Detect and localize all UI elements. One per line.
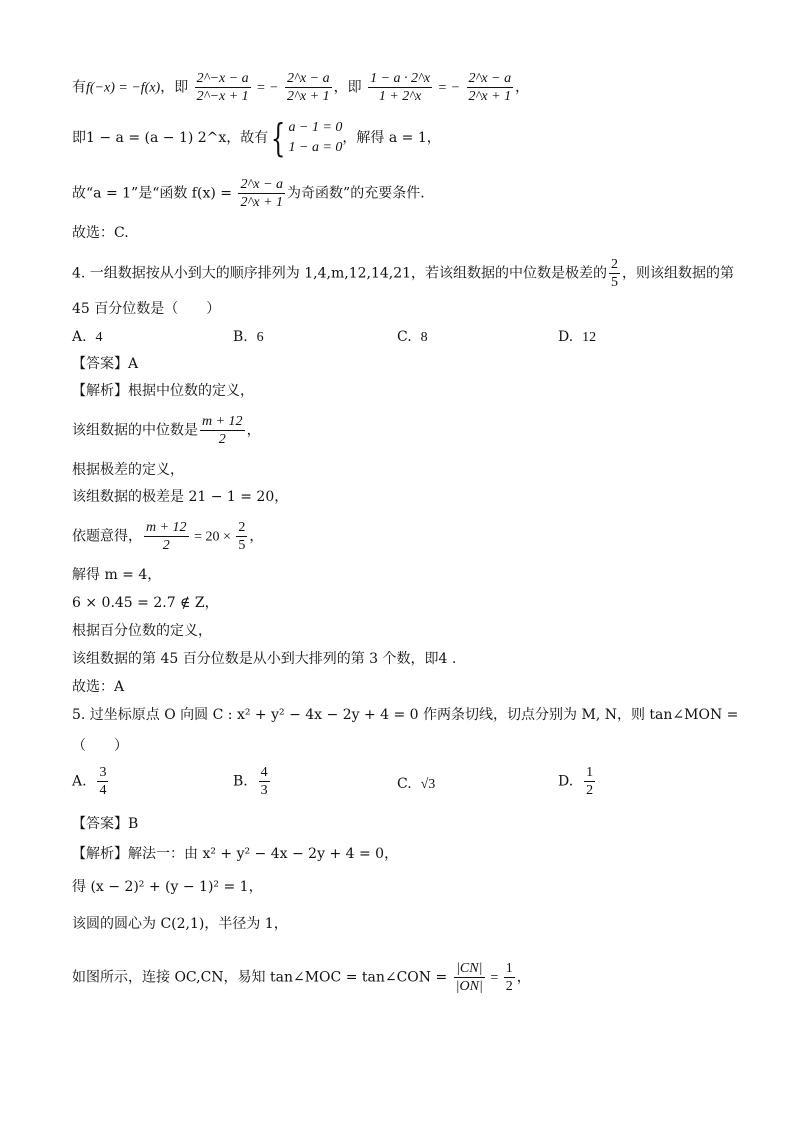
denominator: 2 (505, 979, 513, 994)
math: = − (252, 80, 279, 96)
denominator: |ON| (455, 979, 483, 994)
text: ，即 (333, 79, 362, 96)
option-value: 6 (256, 330, 264, 345)
math: f(−x) = −f(x) (86, 80, 161, 96)
fraction (97, 764, 108, 799)
numerator: 4 (260, 765, 268, 780)
analysis-line: 根据百分位数的定义， (72, 623, 212, 639)
text: 4. 一组数据按从小到大的顺序排列为 1,4,m,12,14,21，若该组数据的中位数是极差的 (72, 265, 608, 282)
option-d[interactable] (558, 764, 597, 799)
denominator: 2^x + 1 (240, 195, 284, 210)
option-d[interactable] (558, 327, 596, 348)
text: ， (515, 79, 530, 96)
text: ，则该组数据的第 (622, 265, 735, 282)
math: = 20 × (190, 529, 235, 545)
answer: 【答案】B (72, 816, 139, 832)
analysis-line (72, 960, 531, 995)
numerator: 2^x − a (468, 71, 512, 86)
fraction (609, 256, 620, 291)
text: 依题意得， (72, 528, 142, 545)
numerator: 1 − a · 2^x (370, 71, 431, 86)
analysis-line: 【解析】根据中位数的定义， (72, 383, 254, 399)
numerator: 2 (611, 257, 619, 272)
question-4-stem (72, 256, 734, 291)
denominator: 2^−x + 1 (196, 89, 249, 104)
option-value: 12 (582, 330, 597, 345)
text: 有 (72, 79, 86, 96)
fraction (454, 960, 485, 995)
denominator: 2^x + 1 (287, 89, 330, 104)
choice-line: 故选：C. (72, 225, 129, 241)
choice-line: 故选：A (72, 679, 125, 695)
numerator: m + 12 (146, 520, 187, 535)
fraction (584, 764, 595, 799)
analysis-line: 该组数据的第 45 百分位数是从小到大排列的第 3 个数，即4 . (72, 651, 457, 667)
analysis-line (72, 519, 263, 554)
numerator: 2^−x − a (196, 71, 249, 86)
question-4-stem-cont: 45 百分位数是（ ） (72, 301, 221, 317)
numerator: m + 12 (202, 414, 243, 429)
denominator: 2 (586, 783, 594, 798)
denominator: 5 (238, 538, 246, 553)
text: 为奇函数”的充要条件. (287, 185, 425, 202)
fraction (259, 764, 270, 799)
analysis-line (72, 413, 261, 448)
question-5-stem-cont: （ ） (72, 738, 128, 754)
numerator: |CN| (454, 960, 485, 978)
analysis-line: 根据极差的定义， (72, 462, 184, 478)
left-brace-icon: { (271, 116, 286, 160)
math: = − (434, 80, 461, 96)
option-value: √3 (420, 777, 436, 792)
fraction (236, 519, 247, 554)
option-b[interactable] (233, 327, 264, 348)
text: 故“a = 1”是“函数 f(x) = (72, 185, 237, 202)
option-a[interactable] (72, 764, 110, 799)
fraction (144, 519, 189, 554)
denominator: 2 (218, 432, 226, 447)
fraction (504, 960, 515, 995)
math: = (486, 970, 502, 986)
option-label: B. (233, 773, 248, 790)
text: ， (516, 969, 531, 986)
answer: 【答案】A (72, 356, 139, 372)
solution-line-1 (72, 70, 529, 105)
text: 该组数据的中位数是 (72, 422, 198, 439)
option-value: 8 (420, 330, 428, 345)
denominator: 1 + 2^x (378, 89, 422, 104)
denominator: 4 (99, 783, 107, 798)
analysis-line: 【解析】解法一：由 x² + y² − 4x − 2y + 4 = 0， (72, 846, 399, 862)
option-c[interactable] (397, 774, 435, 795)
option-value: 4 (95, 330, 103, 345)
numerator: 2^x − a (287, 71, 330, 86)
analysis-line: 该圆的圆心为 C(2,1)，半径为 1， (72, 916, 288, 932)
text: ，即 (160, 79, 189, 96)
question-5-stem: 5. 过坐标原点 O 向圆 C : x² + y² − 4x − 2y + 4 = 0 作两条切线，切点分别为 M, N，则 tan∠MON = (72, 707, 739, 723)
solution-line-3 (72, 176, 425, 211)
denominator: 5 (611, 275, 619, 290)
option-label: D. (558, 773, 574, 790)
text: ， (249, 528, 264, 545)
option-c[interactable] (397, 327, 428, 348)
option-label: A. (72, 329, 87, 345)
numerator: 1 (586, 765, 594, 780)
text: ， (246, 422, 261, 439)
equation-system (289, 118, 343, 158)
option-label: C. (397, 776, 412, 792)
analysis-line: 6 × 0.45 = 2.7 ∉ Z， (72, 595, 219, 611)
option-b[interactable] (233, 764, 272, 799)
fraction (200, 413, 245, 448)
text: ，解得 a = 1， (342, 130, 441, 146)
solution-line-2 (72, 118, 441, 158)
option-label: D. (558, 329, 574, 345)
numerator: 3 (99, 765, 107, 780)
option-label: C. (397, 329, 412, 345)
analysis-line: 解得 m = 4， (72, 567, 162, 583)
numerator: 2^x − a (240, 177, 284, 192)
analysis-line: 得 (x − 2)² + (y − 1)² = 1， (72, 879, 263, 895)
fraction (368, 70, 432, 105)
fraction (238, 176, 285, 211)
analysis-line: 该组数据的极差是 21 − 1 = 20， (72, 489, 289, 505)
text: 即1 − a = (a − 1) 2^x，故有 (72, 130, 269, 146)
fraction (467, 70, 514, 105)
numerator: 1 (505, 961, 513, 976)
denominator: 2 (162, 538, 170, 553)
denominator: 2^x + 1 (468, 89, 512, 104)
option-label: B. (233, 329, 248, 345)
fraction (195, 70, 251, 105)
option-label: A. (72, 773, 87, 790)
equation: a − 1 = 0 (288, 120, 343, 135)
equation: 1 − a = 0 (288, 140, 343, 155)
fraction (285, 70, 332, 105)
denominator: 3 (260, 783, 268, 798)
text: 如图所示，连接 OC,CN，易知 tan∠MOC = tan∠CON = (72, 969, 452, 986)
numerator: 2 (238, 520, 246, 535)
option-a[interactable] (72, 327, 102, 348)
